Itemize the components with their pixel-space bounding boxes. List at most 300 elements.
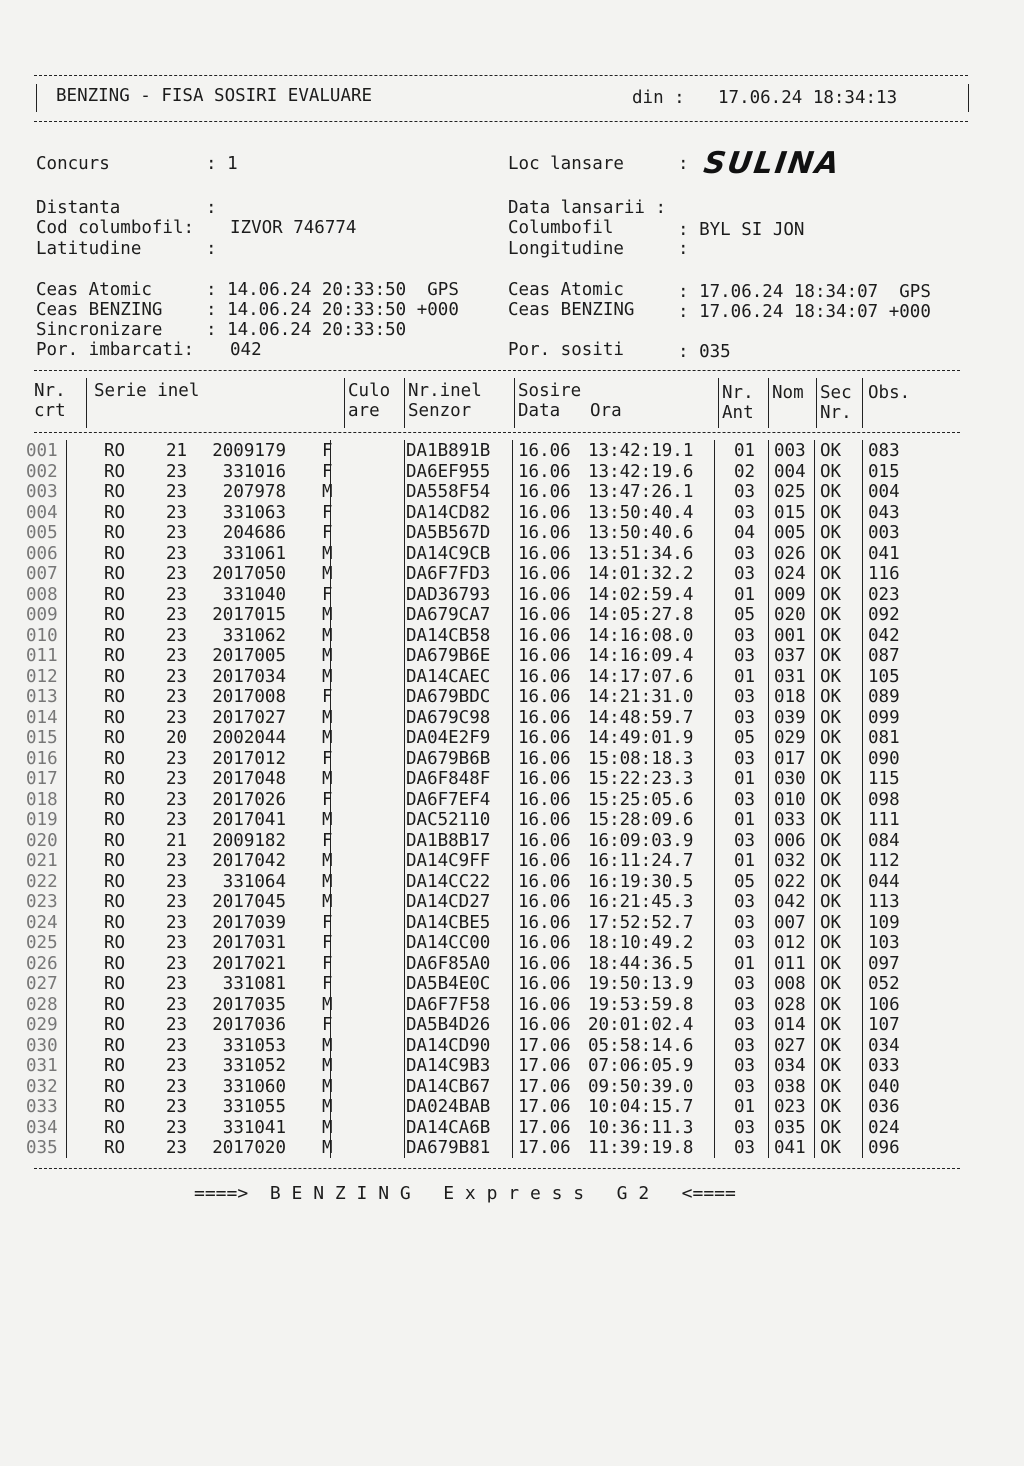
- cell-nom: 010: [774, 789, 806, 810]
- cell-sex: M: [322, 851, 333, 871]
- cell-nom: 042: [774, 892, 806, 912]
- cell-antenna: 03: [734, 502, 756, 523]
- cell-year: 23: [166, 584, 188, 605]
- column-separator: [814, 440, 815, 1158]
- longitudine-sep: :: [678, 239, 689, 259]
- cell-sex: M: [322, 1076, 333, 1097]
- cell-country: RO: [104, 933, 126, 953]
- cell-sec: OK: [820, 1138, 842, 1158]
- cell-obs: 097: [868, 953, 900, 974]
- column-separator: [862, 440, 863, 1158]
- cell-antenna: 03: [734, 830, 756, 851]
- ceas-atomic-start-label: Ceas Atomic: [36, 280, 152, 300]
- cell-sec: OK: [820, 810, 842, 830]
- cell-nr-crt: 007: [26, 564, 58, 584]
- cell-nr-crt: 030: [26, 1035, 58, 1056]
- th-sec-1: Sec: [820, 383, 852, 403]
- cell-nom: 039: [774, 707, 806, 728]
- cell-sec: OK: [820, 769, 842, 789]
- cell-nr-crt: 032: [26, 1076, 58, 1097]
- cell-sensor: DA14CB58: [406, 625, 491, 646]
- cell-ring-number: 2017050: [212, 564, 286, 584]
- loc-lansare-sep: :: [678, 154, 689, 174]
- cell-year: 23: [166, 482, 188, 502]
- cell-nom: 005: [774, 523, 806, 543]
- cell-nr-crt: 025: [26, 933, 58, 953]
- cell-antenna: 04: [734, 523, 756, 543]
- cell-sec: OK: [820, 994, 842, 1015]
- header-din-label: din :: [632, 88, 685, 108]
- cell-nr-crt: 009: [26, 605, 58, 625]
- sincronizare-value: : 14.06.24 20:33:50: [206, 320, 407, 340]
- cell-arrival-time: 14:16:08.0: [588, 625, 694, 646]
- cell-nr-crt: 006: [26, 543, 58, 564]
- cell-year: 23: [166, 461, 188, 482]
- cell-sensor: DA024BAB: [406, 1097, 491, 1117]
- cell-sensor: DA558F54: [406, 482, 491, 502]
- cell-year: 23: [166, 523, 188, 543]
- cell-country: RO: [104, 1076, 126, 1097]
- cell-arrival-time: 13:42:19.1: [588, 441, 694, 461]
- cell-arrival-time: 16:11:24.7: [588, 851, 694, 871]
- cell-antenna: 03: [734, 1117, 756, 1138]
- cell-ring-number: 2017005: [212, 646, 286, 666]
- column-separator-header: [816, 378, 817, 428]
- cell-arrival-time: 18:10:49.2: [588, 933, 694, 953]
- cell-arrival-date: 16.06: [518, 851, 571, 871]
- cell-nr-crt: 011: [26, 646, 58, 666]
- th-culoare-2: are: [348, 401, 380, 421]
- cell-obs: 112: [868, 851, 900, 871]
- cell-nom: 023: [774, 1097, 806, 1117]
- cell-year: 23: [166, 625, 188, 646]
- cell-country: RO: [104, 769, 126, 789]
- cell-nr-crt: 021: [26, 851, 58, 871]
- cell-nom: 041: [774, 1138, 806, 1158]
- cell-sensor: DA14CB67: [406, 1076, 491, 1097]
- cell-nom: 026: [774, 543, 806, 564]
- cell-nr-crt: 001: [26, 441, 58, 461]
- cell-sec: OK: [820, 789, 842, 810]
- cell-arrival-date: 16.06: [518, 502, 571, 523]
- concurs-label: Concurs: [36, 154, 110, 174]
- cell-obs: 004: [868, 482, 900, 502]
- cell-sec: OK: [820, 851, 842, 871]
- cell-sec: OK: [820, 912, 842, 933]
- cell-year: 23: [166, 748, 188, 769]
- cell-antenna: 03: [734, 543, 756, 564]
- cell-antenna: 05: [734, 871, 756, 892]
- cell-country: RO: [104, 789, 126, 810]
- cell-nom: 003: [774, 441, 806, 461]
- cell-antenna: 03: [734, 892, 756, 912]
- cell-obs: 113: [868, 892, 900, 912]
- cell-antenna: 03: [734, 974, 756, 994]
- cell-sensor: DA1B891B: [406, 441, 491, 461]
- cell-sec: OK: [820, 1015, 842, 1035]
- cell-arrival-date: 16.06: [518, 605, 571, 625]
- cell-arrival-date: 16.06: [518, 789, 571, 810]
- cell-arrival-date: 16.06: [518, 830, 571, 851]
- cell-country: RO: [104, 1056, 126, 1076]
- cell-obs: 034: [868, 1035, 900, 1056]
- cell-sec: OK: [820, 933, 842, 953]
- cell-arrival-date: 17.06: [518, 1097, 571, 1117]
- cell-obs: 107: [868, 1015, 900, 1035]
- cell-country: RO: [104, 912, 126, 933]
- cell-arrival-time: 15:28:09.6: [588, 810, 694, 830]
- cell-nom: 028: [774, 994, 806, 1015]
- cell-nr-crt: 034: [26, 1117, 58, 1138]
- column-separator: [66, 440, 67, 1158]
- th-serie-inel: Serie inel: [94, 381, 200, 401]
- cell-sensor: DA679BDC: [406, 687, 491, 707]
- cell-ring-number: 2017039: [212, 912, 286, 933]
- cell-sex: M: [322, 482, 333, 502]
- cell-arrival-date: 16.06: [518, 912, 571, 933]
- cell-sensor: DAC52110: [406, 810, 491, 830]
- cell-ring-number: 2017034: [212, 666, 286, 687]
- cell-nr-crt: 033: [26, 1097, 58, 1117]
- cell-antenna: 03: [734, 933, 756, 953]
- cell-nr-crt: 031: [26, 1056, 58, 1076]
- th-nr-crt-1: Nr.: [34, 381, 66, 401]
- cell-country: RO: [104, 748, 126, 769]
- cell-sec: OK: [820, 953, 842, 974]
- cell-arrival-date: 16.06: [518, 769, 571, 789]
- th-culoare-1: Culo: [348, 381, 391, 401]
- cell-antenna: 01: [734, 769, 756, 789]
- cell-sensor: DA04E2F9: [406, 728, 491, 748]
- cell-arrival-date: 16.06: [518, 523, 571, 543]
- cell-antenna: 03: [734, 646, 756, 666]
- cell-ring-number: 331041: [222, 1117, 286, 1138]
- cell-arrival-date: 16.06: [518, 461, 571, 482]
- distanta-sep: :: [206, 198, 217, 218]
- cell-antenna: 01: [734, 810, 756, 830]
- cell-sec: OK: [820, 871, 842, 892]
- cell-year: 23: [166, 1015, 188, 1035]
- cell-arrival-date: 17.06: [518, 1076, 571, 1097]
- cell-sensor: DA6F7FD3: [406, 564, 491, 584]
- table-top-rule: [34, 370, 960, 371]
- cell-antenna: 02: [734, 461, 756, 482]
- cell-ring-number: 207978: [222, 482, 286, 502]
- cell-nr-crt: 012: [26, 666, 58, 687]
- cell-sensor: DA1B8B17: [406, 830, 491, 851]
- cell-sec: OK: [820, 625, 842, 646]
- cell-sec: OK: [820, 1076, 842, 1097]
- cell-antenna: 03: [734, 912, 756, 933]
- cell-obs: 098: [868, 789, 900, 810]
- cell-sensor: DA679B6E: [406, 646, 491, 666]
- column-separator: [404, 440, 405, 1158]
- cell-sec: OK: [820, 605, 842, 625]
- cell-country: RO: [104, 1015, 126, 1035]
- cell-arrival-time: 14:01:32.2: [588, 564, 694, 584]
- columbofil-value: : BYL SI JON: [678, 220, 805, 240]
- cell-sex: F: [322, 748, 333, 769]
- cell-sensor: DA679B6B: [406, 748, 491, 769]
- th-nr-inel-2: Senzor: [408, 401, 472, 421]
- cell-sec: OK: [820, 523, 842, 543]
- cell-sex: F: [322, 830, 333, 851]
- cell-sec: OK: [820, 666, 842, 687]
- cell-obs: 111: [868, 810, 900, 830]
- cell-arrival-time: 14:48:59.7: [588, 707, 694, 728]
- cell-antenna: 03: [734, 748, 756, 769]
- cell-sensor: DA14CD90: [406, 1035, 491, 1056]
- cell-ring-number: 331052: [222, 1056, 286, 1076]
- cell-country: RO: [104, 1097, 126, 1117]
- cell-antenna: 01: [734, 851, 756, 871]
- cell-obs: 081: [868, 728, 900, 748]
- cell-sec: OK: [820, 441, 842, 461]
- cell-year: 23: [166, 769, 188, 789]
- cell-arrival-date: 17.06: [518, 1117, 571, 1138]
- cell-antenna: 01: [734, 584, 756, 605]
- columbofil-label: Columbofil: [508, 218, 614, 238]
- cell-sensor: DA14CAEC: [406, 666, 491, 687]
- cell-sec: OK: [820, 1097, 842, 1117]
- cell-country: RO: [104, 830, 126, 851]
- cell-ring-number: 2017036: [212, 1015, 286, 1035]
- cell-ring-number: 2017020: [212, 1138, 286, 1158]
- cell-arrival-date: 16.06: [518, 584, 571, 605]
- cell-arrival-time: 15:08:18.3: [588, 748, 694, 769]
- cell-nom: 035: [774, 1117, 806, 1138]
- cell-obs: 003: [868, 523, 900, 543]
- cell-arrival-date: 16.06: [518, 564, 571, 584]
- header-left-border: [36, 84, 37, 112]
- cell-nr-crt: 028: [26, 994, 58, 1015]
- cell-sec: OK: [820, 748, 842, 769]
- cell-sex: F: [322, 461, 333, 482]
- cell-arrival-time: 15:25:05.6: [588, 789, 694, 810]
- cell-year: 23: [166, 666, 188, 687]
- cell-year: 23: [166, 707, 188, 728]
- cell-arrival-date: 16.06: [518, 441, 571, 461]
- cell-nr-crt: 018: [26, 789, 58, 810]
- cell-year: 23: [166, 810, 188, 830]
- cod-columbofil-value: IZVOR 746774: [230, 218, 357, 238]
- cell-country: RO: [104, 728, 126, 748]
- cell-obs: 092: [868, 605, 900, 625]
- cell-country: RO: [104, 1117, 126, 1138]
- cell-nr-crt: 003: [26, 482, 58, 502]
- cell-country: RO: [104, 441, 126, 461]
- cell-nom: 006: [774, 830, 806, 851]
- concurs-value: : 1: [206, 154, 238, 174]
- column-separator: [714, 440, 715, 1158]
- cell-antenna: 01: [734, 1097, 756, 1117]
- cell-arrival-time: 16:09:03.9: [588, 830, 694, 851]
- cell-nr-crt: 013: [26, 687, 58, 707]
- cell-obs: 024: [868, 1117, 900, 1138]
- th-sec-2: Nr.: [820, 403, 852, 423]
- cell-sex: F: [322, 523, 333, 543]
- cell-sex: M: [322, 646, 333, 666]
- cell-obs: 084: [868, 830, 900, 851]
- header-top-rule: [34, 75, 968, 76]
- cell-country: RO: [104, 974, 126, 994]
- latitudine-sep: :: [206, 239, 217, 259]
- cell-sensor: DA14CA6B: [406, 1117, 491, 1138]
- cell-obs: 103: [868, 933, 900, 953]
- cell-nr-crt: 022: [26, 871, 58, 892]
- cell-country: RO: [104, 543, 126, 564]
- cell-arrival-date: 16.06: [518, 543, 571, 564]
- cell-sex: F: [322, 441, 333, 461]
- column-separator-header: [344, 378, 345, 428]
- cell-ring-number: 2017027: [212, 707, 286, 728]
- cell-arrival-date: 16.06: [518, 974, 571, 994]
- cell-obs: 099: [868, 707, 900, 728]
- cell-nom: 009: [774, 584, 806, 605]
- cell-nom: 001: [774, 625, 806, 646]
- cell-arrival-time: 19:53:59.8: [588, 994, 694, 1015]
- cell-year: 23: [166, 871, 188, 892]
- cell-year: 23: [166, 1117, 188, 1138]
- footer-brand: ====> B E N Z I N G E x p r e s s G 2 <====: [194, 1183, 736, 1204]
- cell-sec: OK: [820, 728, 842, 748]
- cell-nr-crt: 004: [26, 502, 58, 523]
- loc-lansare-label: Loc lansare: [508, 154, 624, 174]
- cell-sex: F: [322, 933, 333, 953]
- cell-obs: 106: [868, 994, 900, 1015]
- cell-antenna: 03: [734, 687, 756, 707]
- cell-nr-crt: 024: [26, 912, 58, 933]
- cell-nom: 007: [774, 912, 806, 933]
- cell-year: 23: [166, 1097, 188, 1117]
- cell-ring-number: 2009182: [212, 830, 286, 851]
- cell-arrival-time: 14:02:59.4: [588, 584, 694, 605]
- cell-antenna: 01: [734, 441, 756, 461]
- ceas-benzing-end-value: : 17.06.24 18:34:07 +000: [678, 302, 931, 322]
- cell-year: 23: [166, 502, 188, 523]
- cell-obs: 041: [868, 543, 900, 564]
- cell-arrival-time: 11:39:19.8: [588, 1138, 694, 1158]
- cell-year: 23: [166, 1056, 188, 1076]
- cell-sex: M: [322, 1035, 333, 1056]
- cell-arrival-time: 14:05:27.8: [588, 605, 694, 625]
- cell-antenna: 03: [734, 1015, 756, 1035]
- cell-nom: 008: [774, 974, 806, 994]
- ceas-atomic-end-label: Ceas Atomic: [508, 280, 624, 300]
- cell-sec: OK: [820, 461, 842, 482]
- cell-arrival-date: 16.06: [518, 707, 571, 728]
- cell-sensor: DA5B567D: [406, 523, 491, 543]
- th-nr-ant-2: Ant: [722, 403, 754, 423]
- cell-sec: OK: [820, 1117, 842, 1138]
- cell-sec: OK: [820, 564, 842, 584]
- cell-obs: 087: [868, 646, 900, 666]
- cell-arrival-date: 16.06: [518, 810, 571, 830]
- cell-arrival-time: 13:42:19.6: [588, 461, 694, 482]
- th-nr-inel-1: Nr.inel: [408, 381, 482, 401]
- column-separator: [768, 440, 769, 1158]
- cell-nom: 020: [774, 605, 806, 625]
- cell-sex: M: [322, 871, 333, 892]
- cell-year: 23: [166, 1035, 188, 1056]
- cell-sex: M: [322, 564, 333, 584]
- cell-sex: F: [322, 1015, 333, 1035]
- header-bottom-rule: [34, 121, 968, 122]
- cell-sex: F: [322, 953, 333, 974]
- ceas-benzing-end-label: Ceas BENZING: [508, 300, 635, 320]
- cell-country: RO: [104, 994, 126, 1015]
- cell-ring-number: 2017012: [212, 748, 286, 769]
- cell-arrival-time: 05:58:14.6: [588, 1035, 694, 1056]
- cell-antenna: 05: [734, 728, 756, 748]
- cell-sec: OK: [820, 584, 842, 605]
- cell-arrival-time: 14:49:01.9: [588, 728, 694, 748]
- cell-nr-crt: 023: [26, 892, 58, 912]
- cell-ring-number: 2017021: [212, 953, 286, 974]
- cell-nr-crt: 029: [26, 1015, 58, 1035]
- th-sosire: Sosire: [518, 381, 582, 401]
- cell-arrival-date: 16.06: [518, 646, 571, 666]
- cell-sex: M: [322, 543, 333, 564]
- cell-arrival-time: 14:17:07.6: [588, 666, 694, 687]
- cell-year: 23: [166, 933, 188, 953]
- loc-lansare-handwritten: SULINA: [701, 146, 844, 181]
- cell-arrival-date: 16.06: [518, 1015, 571, 1035]
- cell-sensor: DA6EF955: [406, 461, 491, 482]
- cell-arrival-time: 16:19:30.5: [588, 871, 694, 892]
- cell-obs: 105: [868, 666, 900, 687]
- cell-ring-number: 331061: [222, 543, 286, 564]
- cell-country: RO: [104, 1138, 126, 1158]
- cell-arrival-time: 16:21:45.3: [588, 892, 694, 912]
- cell-arrival-time: 13:50:40.6: [588, 523, 694, 543]
- cell-sex: M: [322, 1138, 333, 1158]
- cell-ring-number: 331060: [222, 1076, 286, 1097]
- cell-antenna: 03: [734, 1076, 756, 1097]
- cell-sex: M: [322, 1097, 333, 1117]
- cell-country: RO: [104, 666, 126, 687]
- cell-country: RO: [104, 1035, 126, 1056]
- cell-year: 23: [166, 1076, 188, 1097]
- cell-country: RO: [104, 892, 126, 912]
- cell-sex: F: [322, 912, 333, 933]
- cell-nom: 018: [774, 687, 806, 707]
- cell-sex: F: [322, 502, 333, 523]
- cell-obs: 042: [868, 625, 900, 646]
- cell-sec: OK: [820, 543, 842, 564]
- cell-nr-crt: 019: [26, 810, 58, 830]
- cell-arrival-date: 16.06: [518, 892, 571, 912]
- cell-ring-number: 2017035: [212, 994, 286, 1015]
- cell-arrival-date: 17.06: [518, 1035, 571, 1056]
- cell-nr-crt: 002: [26, 461, 58, 482]
- cell-obs: 033: [868, 1056, 900, 1076]
- cell-arrival-time: 09:50:39.0: [588, 1076, 694, 1097]
- cell-ring-number: 331016: [222, 461, 286, 482]
- cell-sex: M: [322, 605, 333, 625]
- ceas-benzing-start-label: Ceas BENZING: [36, 300, 163, 320]
- cell-antenna: 03: [734, 482, 756, 502]
- cell-antenna: 03: [734, 1035, 756, 1056]
- cell-sensor: DA14CC22: [406, 871, 491, 892]
- cell-sensor: DA679C98: [406, 707, 491, 728]
- cell-obs: 036: [868, 1097, 900, 1117]
- cell-arrival-date: 17.06: [518, 1056, 571, 1076]
- cell-antenna: 03: [734, 789, 756, 810]
- header-title: BENZING - FISA SOSIRI EVALUARE: [56, 86, 373, 106]
- cell-arrival-time: 14:21:31.0: [588, 687, 694, 707]
- cell-sec: OK: [820, 482, 842, 502]
